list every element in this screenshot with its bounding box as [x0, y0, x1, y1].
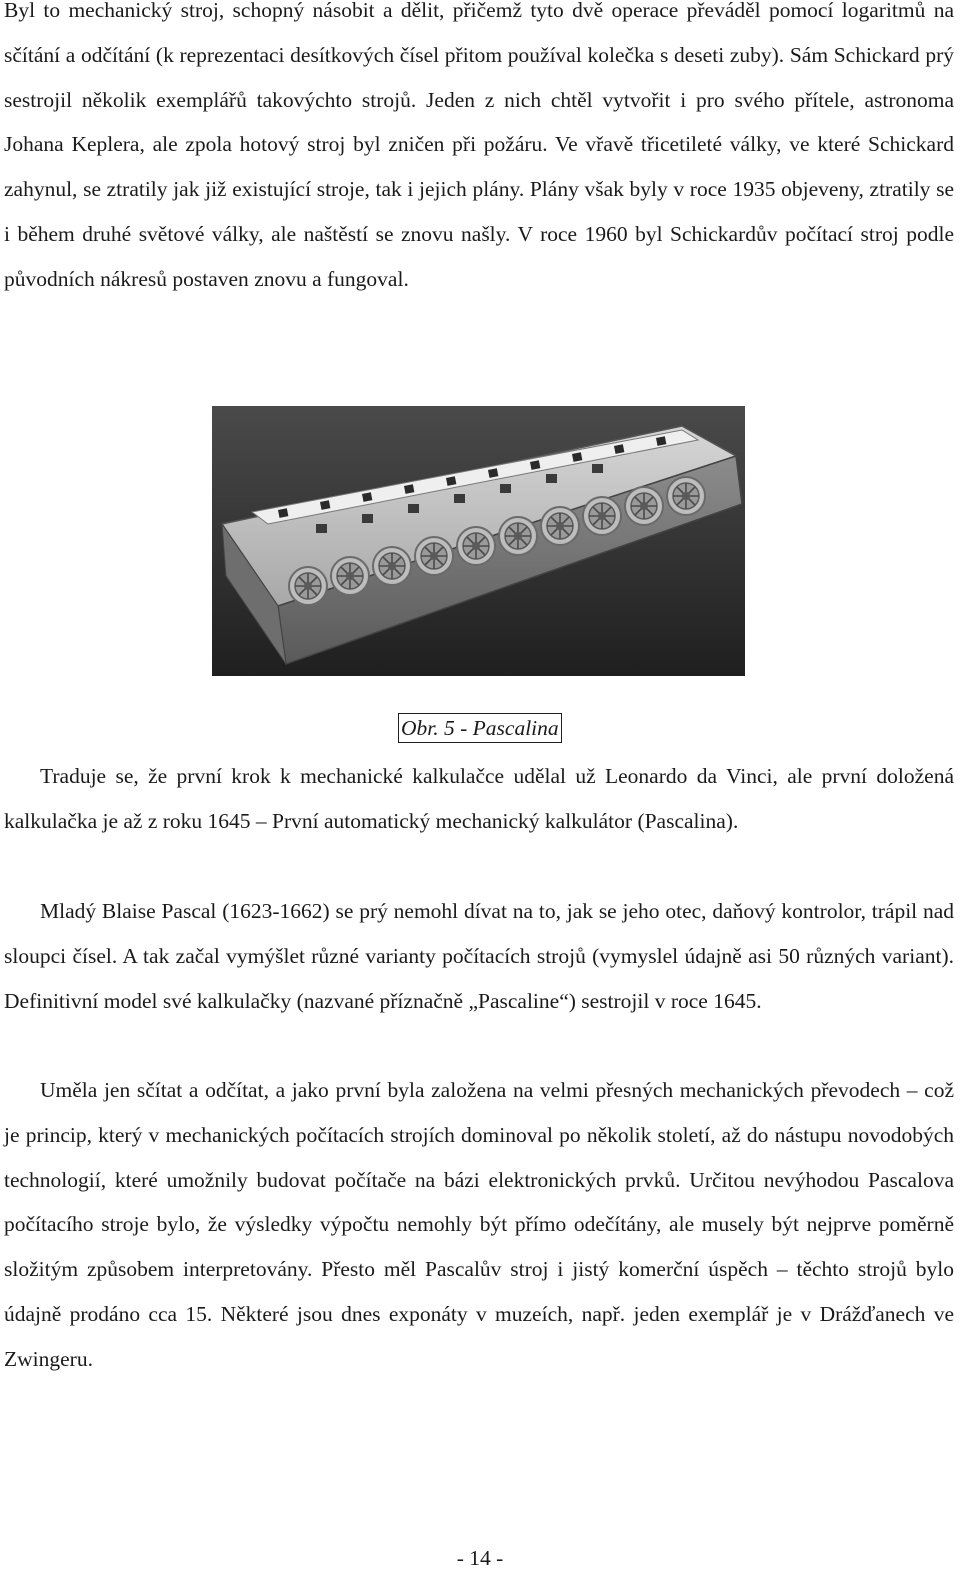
paragraph-leonardo: Traduje se, že první krok k mechanické kalkulačce udělal už Leonardo da Vinci, ale první doložená kalkulačka je až z roku 1645 – První automatický mechanický kalkulátor (Pascalina). [4, 764, 954, 833]
paragraph-pascaline-mechanics: Uměla jen sčítat a odčítat, a jako první byla založena na velmi přesných mechanických převodech – což je princip, který v mechanických počítacích strojích dominoval po několik století, až do nástupu novodobých technologií, které umožnily budovat počítače na bázi elektronických prvků. Určitou nevýhodou Pascalova počítacího stroje bylo, že výsledky výpočtu nemohly být přímo odečítány, ale musely být nejprve poměrně složitým způsobem interpretovány. Přesto měl Pascalův stroj i jistý komerční úspěch – těchto strojů bylo údajně prodáno cca 15. Některé jsou dnes exponáty v muzeích, např. jeden exemplář je v Drážďanech ve Zwingeru. [4, 1078, 954, 1371]
figure-caption: Obr. 5 - Pascalina [398, 713, 562, 743]
page-number: - 14 - [456, 1546, 504, 1570]
pascalina-photo [212, 406, 745, 676]
paragraph-schickard: Byl to mechanický stroj, schopný násobit a dělit, přičemž tyto dvě operace převáděl pomocí logaritmů na sčítání a odčítání (k reprezentaci desítkových čísel přitom používal kolečka s deseti zuby). Sám Schickard prý sestrojil několik exemplářů takovýchto strojů. Jeden z nich chtěl vytvořit i pro svého přítele, astronoma Johana Keplera, ale zpola hotový stroj byl zničen při požáru. Ve vřavě třicetileté války, ve které Schickard zahynul, se ztratily jak již existující stroje, tak i jejich plány. Plány však byly v roce 1935 objeveny, ztratily se i během druhé světové války, ale naštěstí se znovu našly. V roce 1960 byl Schickardův počítací stroj podle původních nákresů postaven znovu a fungoval. [4, 0, 954, 291]
paragraph-pascal: Mladý Blaise Pascal (1623-1662) se prý nemohl dívat na to, jak se jeho otec, daňový kontrolor, trápil nad sloupci čísel. A tak začal vymýšlet různé varianty počítacích strojů (vymyslel údajně asi 50 různých variant). Definitivní model své kalkulačky (nazvané příznačně „Pascaline“) sestrojil v roce 1645. [4, 899, 954, 1013]
